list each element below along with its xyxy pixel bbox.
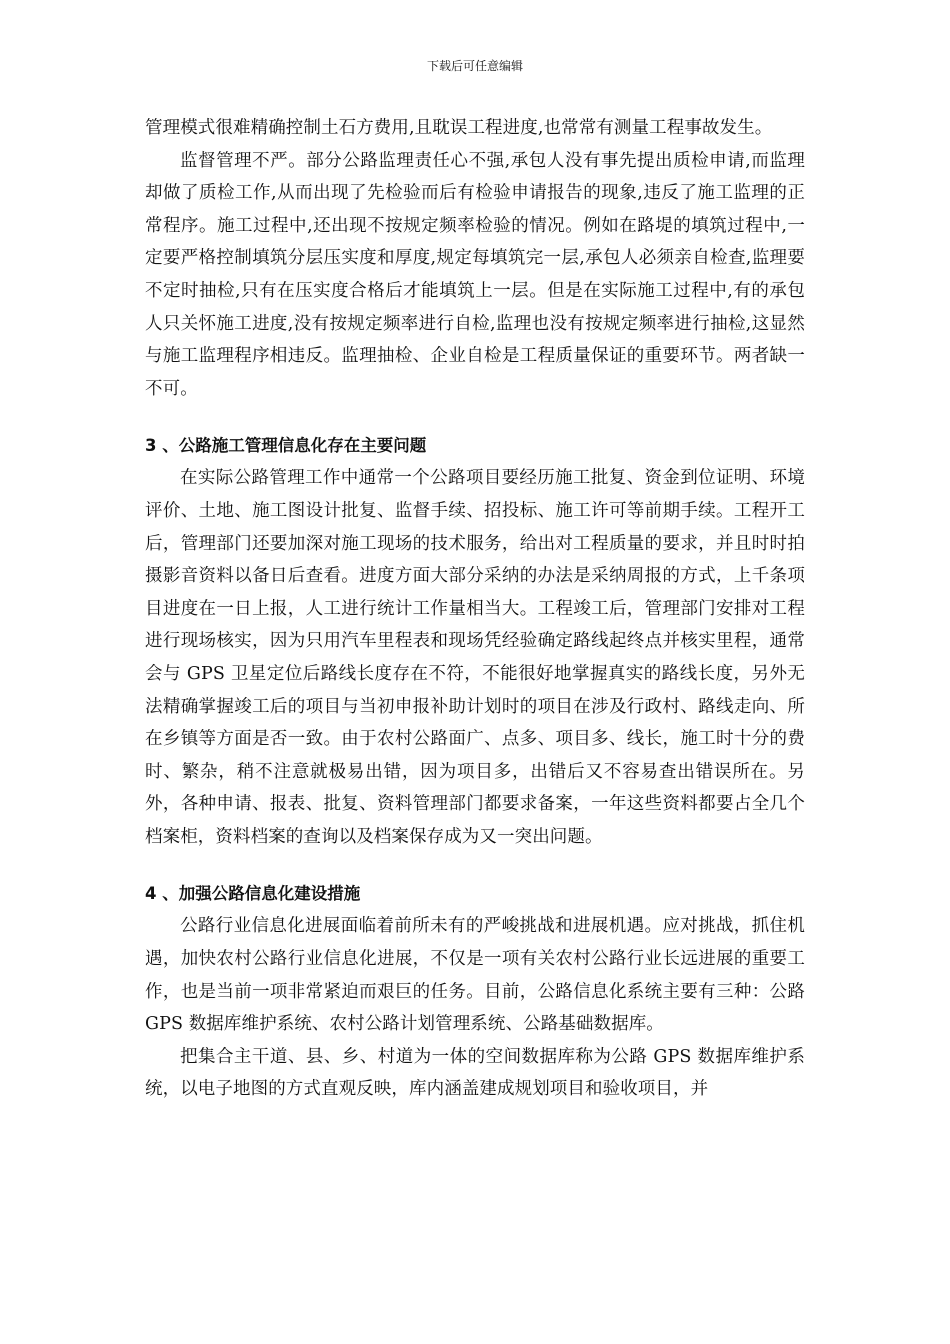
paragraph-section-3: 在实际公路管理工作中通常一个公路项目要经历施工批复、资金到位证明、环境评价、土地、施工图设计批复、监督手续、招投标、施工许可等前期手续。工程开工后，管理部门还要加深对施工现场的技术服务，给出对工程质量的要求，并且时时拍摄影音资料以备日后查看。进度方面大部分采纳的办法是采纳周报的方式，上千条项目进度在一日上报，人工进行统计工作量相当大。工程竣工后，管理部门安排对工程进行现场核实，因为只用汽车里程表和现场凭经验确定路线起终点并核实里程，通常会与 GPS 卫星定位后路线长度存在不符，不能很好地掌握真实的路线长度，另外无法精确掌握竣工后的项目与当初申报补助计划时的项目在涉及行政村、路线走向、所在乡镇等方面是否一致。由于农村公路面广、点多、项目多、线长，施工时十分的费时、繁杂，稍不注意就极易出错，因为项目多，出错后又不容易查出错误所在。另外，各种申请、报表、批复、资料管理部门都要求备案，一年这些资料都要占全几个档案柜，资料档案的查询以及档案保存成为又一突出问题。 xyxy=(145,468,805,847)
section-spacer xyxy=(145,853,805,878)
paragraph-gps-system: 把集合主干道、县、乡、村道为一体的空间数据库称为公路 GPS 数据库维护系统，以电子地图的方式直观反映，库内涵盖建成规划项目和验收项目，并 xyxy=(145,1046,805,1100)
document-body xyxy=(145,112,805,1106)
paragraph-section-4: 公路行业信息化进展面临着前所未有的严峻挑战和进展机遇。应对挑战，抓住机遇，加快农村公路行业信息化进展，不仅是一项有关农村公路行业长远进展的重要工作，也是当前一项非常紧迫而艰巨的任务。目前，公路信息化系统主要有三种：公路 GPS 数据库维护系统、农村公路计划管理系统、公路基础数据库。 xyxy=(145,916,805,1035)
paragraph-continued: 管理模式很难精确控制土石方费用,且耽误工程进度,也常常有测量工程事故发生。 xyxy=(145,118,773,138)
paragraph-supervision: 监督管理不严。部分公路监理责任心不强,承包人没有事先提出质检申请,而监理却做了质检工作,从而出现了先检验而后有检验申请报告的现象,违反了施工监理的正常程序。施工过程中,还出现不按规定频率检验的情况。例如在路堤的填筑过程中,一定要严格控制填筑分层压实度和厚度,规定每填筑完一层,承包人必须亲自检查,监理要不定时抽检,只有在压实度合格后才能填筑上一层。但是在实际施工过程中,有的承包人只关怀施工进度,没有按规定频率进行自检,监理也没有按规定频率进行抽检,这显然与施工监理程序相违反。监理抽检、企业自检是工程质量保证的重要环节。两者缺一不可。 xyxy=(145,150,805,399)
section-heading-4: 4 、加强公路信息化建设措施 xyxy=(145,884,361,904)
page-header: 下载后可任意编辑 xyxy=(426,59,523,73)
section-spacer xyxy=(145,405,805,430)
section-heading-3: 3 、公路施工管理信息化存在主要问题 xyxy=(145,436,427,456)
